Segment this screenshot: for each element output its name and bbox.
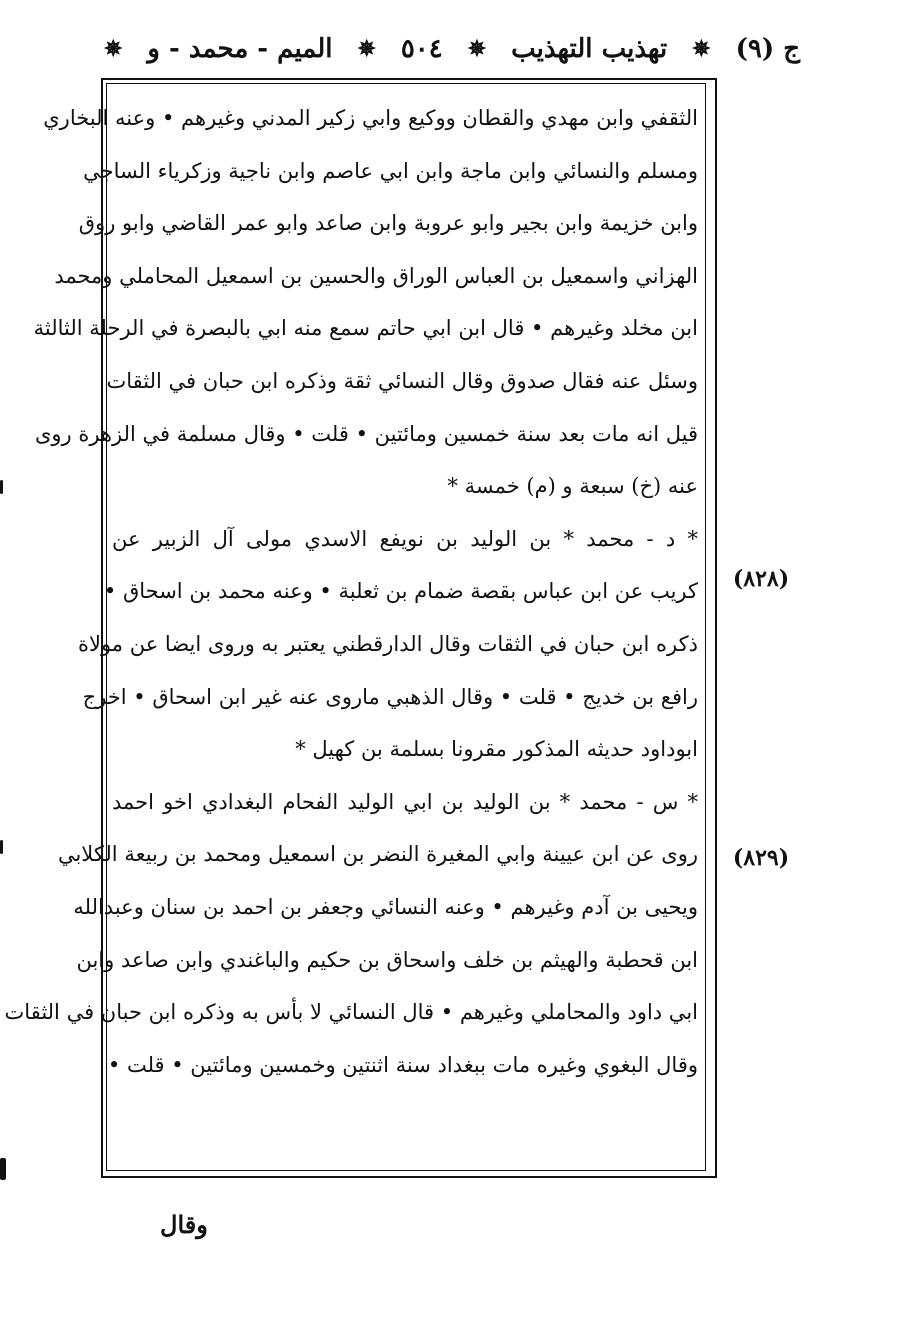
entry-heading-line: * د - محمد * بن الوليد بن نويفع الاسدي مولى آل الزبير عن (112, 526, 698, 551)
text-line: وسئل عنه فقال صدوق وقال النسائي ثقة وذكره ابن حبان في الثقات (106, 368, 698, 393)
body-text (4, 92, 698, 1091)
volume-label: ج (٩) (735, 34, 800, 64)
text-line: عنه (خ) سبعة و (م) خمسة * (447, 474, 698, 499)
text-line: ذكره ابن حبان في الثقات وقال الدارقطني يعتبر به وروى ايضا عن مولاة (77, 631, 698, 656)
text-line: وقال البغوي وغيره مات ببغداد سنة اثنتين وخمسين ومائتين • قلت • (107, 1052, 698, 1077)
text-line: الهزاني واسمعيل بن العباس الوراق والحسين بن اسمعيل المحاملي ومحمد (54, 263, 698, 288)
text-line: ابي داود والمحاملي وغيرهم • قال النسائي لا بأس به وذكره ابن حبان في الثقات (4, 1000, 698, 1025)
entry-number: (٨٢٩) (732, 845, 790, 871)
ornament-star-icon: ✵ (357, 36, 376, 62)
running-header (100, 24, 800, 74)
text-line: وابن خزيمة وابن بجير وابو عروبة وابن صاعد وابو عمر القاضي وابو روق (78, 211, 698, 236)
scan-edge-mark (0, 840, 3, 854)
ornament-star-icon: ✵ (467, 36, 487, 62)
text-line: قيل انه مات بعد سنة خمسين ومائتين • قلت • وقال مسلمة في الزهرة روى (34, 421, 698, 446)
text-line: ومسلم والنسائي وابن ماجة وابن ابي عاصم وابن ناجية وزكرياء الساجي (83, 158, 698, 183)
catchword: وقال (160, 1210, 208, 1239)
section-label: الميم - محمد - و (147, 34, 333, 64)
text-line: رافع بن خديج • قلت • وقال الذهبي ماروى عنه غير ابن اسحاق • اخرج (82, 684, 698, 709)
page-number: ٥٠٤ (400, 34, 443, 64)
text-line: روى عن ابن عيينة وابي المغيرة النضر بن اسمعيل ومحمد بن ربيعة الكلابي (57, 842, 698, 867)
scan-edge-mark (0, 1158, 6, 1180)
book-title: تهذيب التهذيب (511, 34, 668, 64)
text-line: الثقفي وابن مهدي والقطان ووكيع وابي زكير المدني وغيرهم • وعنه البخاري (43, 106, 698, 130)
entry-number: (٨٢٨) (732, 566, 790, 592)
text-line: ابن مخلد وغيرهم • قال ابن ابي حاتم سمع منه ابي بالبصرة في الرحلة الثالثة (33, 316, 698, 341)
text-line: ابن قحطبة والهيثم بن خلف واسحاق بن حكيم والباغندي وابن صاعد وابن (76, 947, 698, 972)
text-line: كريب عن ابن عباس بقصة ضمام بن ثعلبة • وعنه محمد بن اسحاق • (103, 579, 698, 604)
text-line: ابوداود حديثه المذكور مقرونا بسلمة بن كهيل * (295, 737, 698, 762)
entry-heading-line: * س - محمد * بن الوليد بن ابي الوليد الفحام البغدادي اخو احمد (112, 789, 698, 814)
text-line: ويحيى بن آدم وغيرهم • وعنه النسائي وجعفر بن احمد بن سنان وعبدالله (73, 894, 698, 919)
scan-edge-mark (0, 480, 3, 494)
ornament-star-icon: ✵ (692, 36, 711, 62)
ornament-star-icon: ✵ (104, 36, 123, 62)
